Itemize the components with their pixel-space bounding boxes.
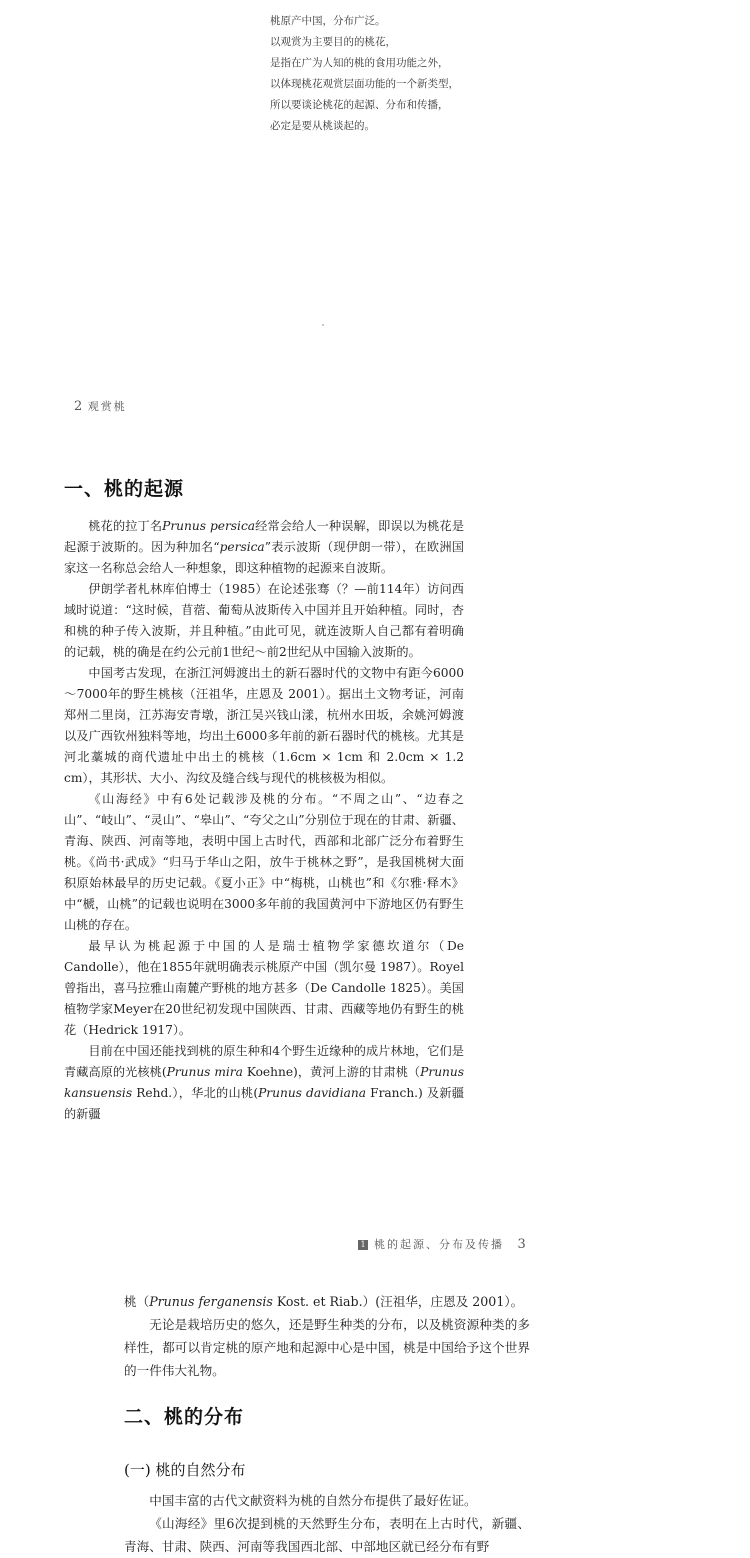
text-run: Kost. et Riab.）(汪祖华，庄恩及 2001）。 [272, 1294, 524, 1309]
paragraph: 最早认为桃起源于中国的人是瑞士植物学家德坎道尔（De Candolle），他在1855年就明确表示桃原产中国（凯尔曼 1987）。Royel曾指出，喜马拉雅山南麓产野桃的地方甚多（De Candolle 1825）。美国植物学家Meyer在20世纪初发现中国陕西、甘肃、西藏等地仍有野生的桃花（Hedrick 1917）。 [64, 939, 464, 1037]
epigraph-line: 所以要谈论桃花的起源、分布和传播， [270, 99, 449, 111]
latin-name: Prunus ferganensis [149, 1294, 273, 1309]
text-run: ”表示波斯（现伊朗一带），在欧洲国家这一名称总会给人一种想象，即这种植物的起源来自波斯。 [64, 540, 464, 575]
subsection-heading: (一) 桃的自然分布 [124, 1461, 246, 1479]
body-column-right-2 [124, 1489, 530, 1558]
paragraph: 中国考古发现，在浙江河姆渡出土的新石器时代的文物中有距今6000～7000年的野生桃核（汪祖华，庄恩及 2001）。据出土文物考证，河南郑州二里岗，江苏海安青墩，浙江吴兴钱山漾，杭州水田坂，余姚河姆渡以及广西钦州独料等地，均出土6000多年前的新石器时代的桃核。尤其是河北藁城的商代遗址中出土的桃核（1.6cm × 1cm 和 2.0cm × 1.2 cm），其形状、大小、沟纹及缝合线与现代的桃核极为相似。 [64, 666, 464, 785]
epigraph-line: 必定是要从桃谈起的。 [270, 120, 375, 132]
page-number: 3 [517, 1237, 526, 1252]
page-folio-right [358, 1236, 526, 1252]
body-column-right [124, 1290, 530, 1382]
paragraph: 伊朗学者札林库伯博士（1985）在论述张骞（？—前114年）访问西域时说道：“这时候，苜蓿、葡萄从波斯传入中国并且开始种植。同时，杏和桃的种子传入波斯，并且种植。”由此可见，就连波斯人自己都有着明确的记载，桃的确是在约公元前1世纪～前2世纪从中国输入波斯的。 [64, 582, 464, 659]
latin-name: Prunus persica [162, 519, 256, 533]
epigraph-line: 以观赏为主要目的的桃花， [270, 36, 396, 48]
paragraph: 《山海经》中有6处记载涉及桃的分布。“不周之山”、“边春之山”、“岐山”、“灵山”、“皋山”、“夸父之山”分别位于现在的甘肃、新疆、青海、陕西、河南等地，表明中国上古时代，西部和北部广泛分布着野生桃。《尚书·武成》“归马于华山之阳，放牛于桃林之野”，是我国桃树大面积原始林最早的历史记载。《夏小正》中“梅桃，山桃也”和《尔雅·释木》中“榹，山桃”的记载也说明在3000多年前的我国黄河中下游地区仍有野生山桃的存在。 [64, 792, 464, 932]
paragraph [64, 516, 464, 579]
scan-speck [322, 324, 324, 326]
section-heading: 二、桃的分布 [124, 1406, 245, 1428]
text-run: Franch.) 及新疆的新疆 [64, 1086, 464, 1121]
latin-name: Prunus kansuensis [64, 1065, 465, 1100]
page-folio-left [74, 398, 127, 414]
text-run: 桃花的拉丁名 [88, 519, 163, 533]
section-heading: 一、桃的起源 [64, 478, 185, 500]
epigraph [270, 11, 459, 137]
epigraph-line: 以体现桃花观赏层面功能的一个新类型， [270, 78, 459, 90]
latin-name: persica [219, 540, 265, 554]
epigraph-line: 桃原产中国，分布广泛。 [270, 15, 386, 27]
page-number: 2 [74, 399, 83, 414]
text-run: 经常会给人一种误解，即误以为桃花是起源于波斯的。因为种加名“ [64, 519, 465, 554]
latin-name: Prunus davidiana [258, 1086, 366, 1100]
paragraph: 无论是栽培历史的悠久，还是野生种类的分布，以及桃资源种类的多样性，都可以肯定桃的原产地和起源中心是中国，桃是中国给予这个世界的一件伟大礼物。 [124, 1317, 530, 1378]
epigraph-line: 是指在广为人知的桃的食用功能之外， [270, 57, 449, 69]
running-head: 桃的起源、分布及传播 [374, 1238, 504, 1251]
paragraph: 中国丰富的古代文献资料为桃的自然分布提供了最好佐证。 [149, 1493, 477, 1508]
chapter-badge: 1 [358, 1240, 368, 1250]
paragraph [64, 1041, 464, 1125]
running-head: 观赏桃 [87, 400, 127, 413]
text-run: Rehd.），华北的山桃( [132, 1086, 259, 1100]
text-run: 目前在中国还能找到桃的原生种和4个野生近缘种的成片林地，它们是青藏高原的光核桃( [64, 1044, 464, 1079]
body-column-left [64, 516, 464, 1125]
text-run: Koehne)，黄河上游的甘肃桃（ [242, 1065, 421, 1079]
text-run: 桃（ [124, 1294, 150, 1309]
latin-name: Prunus mira [166, 1065, 243, 1079]
paragraph [124, 1290, 530, 1313]
paragraph: 《山海经》里6次提到桃的天然野生分布，表明在上古时代，新疆、青海、甘肃、陕西、河南等我国西北部、中部地区就已经分布有野 [124, 1516, 530, 1554]
